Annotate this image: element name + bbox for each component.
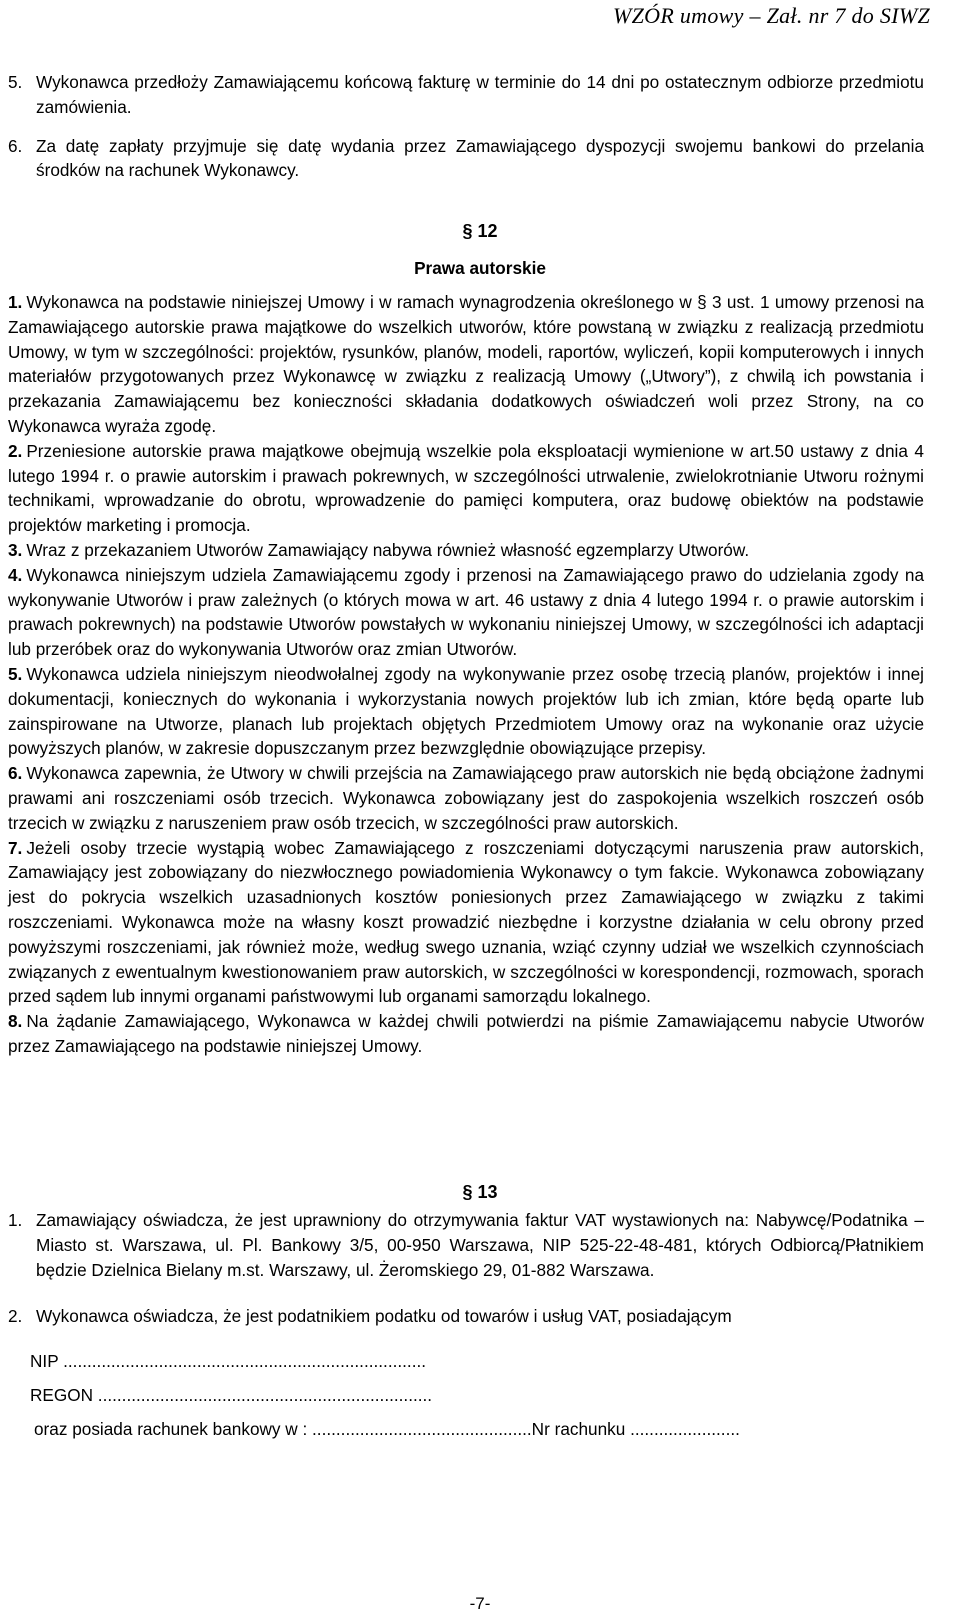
list-item — [8, 1304, 924, 1329]
item-number: 2. — [8, 1306, 23, 1327]
bank-account-field: oraz posiada rachunek bankowy w : ..............................................Nr rachunku ....................... — [34, 1419, 740, 1439]
list-item — [8, 1009, 924, 1059]
document-header: WZÓR umowy – Zał. nr 7 do SIWZ — [612, 3, 930, 28]
item-text: Wraz z przekazaniem Utworów Zamawiający nabywa również własność egzemplarzy Utworów. — [26, 539, 750, 560]
list-item — [8, 439, 924, 538]
item-text: Wykonawca oświadcza, że jest podatnikiem podatku od towarów i usług VAT, posiadającym — [36, 1306, 732, 1327]
list-item — [8, 70, 924, 120]
item-text: Wykonawca udziela niniejszym nieodwołalnej zgody na wykonywanie przez osobę trzecią planów, projektów i innej dokumentacji, koniecznych do wykonania i wykorzystania nowych projektów lub ich zmian, które będą oparte lub zainspirowane na Utworze, planach lub projektach objętych Przedmiotem Umowy oraz na wykonanie oraz użycie powyższych planów, w zakresie dopuszczanym przez bezwzględnie obowiązujące przepisy. — [8, 663, 924, 759]
list-item — [8, 1208, 924, 1282]
item-text: Wykonawca zapewnia, że Utwory w chwili przejścia na Zamawiającego praw autorskich nie będą obciążone żadnymi prawami ani roszczeniami osób trzecich. Wykonawca zobowiązany jest do zaspokojenia wszelkich roszczeń osób trzecich w związku z naruszeniem praw osób trzecich, w szczególności praw autorskich. — [8, 763, 924, 833]
item-number: 4. — [8, 564, 23, 585]
list-item — [8, 563, 924, 662]
item-text: Za datę zapłaty przyjmuje się datę wydania przez Zamawiającego dyspozycji swojemu bankowi do przelania środków na rachunek Wykonawcy. — [36, 135, 924, 181]
list-item — [8, 290, 924, 439]
section-12-title: Prawa autorskie — [414, 258, 546, 278]
item-text: Jeżeli osoby trzecie wystąpią wobec Zamawiającego z roszczeniami dotyczącymi naruszenia praw autorskich, Zamawiający jest zobowiązany do niezwłocznego powiadomienia Wykonawcy o tym fakcie. Wykonawca zobowiązany jest do pokrycia wszelkich uzasadnionych kosztów poniesionych przez Zamawiającego w związku z takimi roszczeniami. Wykonawca może na własny koszt prowadzić niezbędne i korzystne działania w celu obrony przed powyższymi roszczeniami, jak również może, według swego uznania, wziąć czynny udział we wszelkich czynnościach związanych z ewentualnym kwestionowaniem praw autorskich, w szczególności w korespondencji, rozmowach, sporach przed sądem lub innymi organami państwowymi lub organami samorządu lokalnego. — [8, 837, 924, 1007]
list-item — [8, 538, 924, 563]
item-text: Wykonawca przedłoży Zamawiającemu końcową fakturę w terminie do 14 dni po ostatecznym odbiorze przedmiotu zamówienia. — [36, 72, 924, 117]
regon-field: REGON ...................................................................... — [30, 1385, 433, 1405]
page-number: -7- — [469, 1594, 491, 1613]
item-number: 7. — [8, 837, 23, 858]
list-item — [8, 836, 924, 1010]
item-number: 8. — [8, 1011, 23, 1032]
section-13-heading: § 13 — [462, 1182, 498, 1202]
section-12-heading: § 12 — [462, 221, 498, 241]
item-number: 5. — [8, 663, 23, 684]
item-number: 5. — [8, 72, 23, 92]
item-number: 2. — [8, 440, 23, 461]
list-item — [8, 662, 924, 761]
list-item — [8, 134, 924, 184]
item-number: 6. — [8, 135, 23, 156]
section-12-items — [8, 290, 924, 1059]
item-text: Wykonawca na podstawie niniejszej Umowy i w ramach wynagrodzenia określonego w § 3 ust. 1 umowy przenosi na Zamawiającego autorskie prawa majątkowe do wszelkich utworów, które powstaną w związku z realizacją przedmiotu Umowy, w tym w szczególności: projektów, rysunków, planów, modeli, raportów, wyliczeń, kopii komputerowych i innych materiałów przygotowanych przez Wykonawcę w związku z realizacją Umowy („Utwory”), z chwilą ich powstania i przekazania Zamawiającemu bez konieczności składania dodatkowych oświadczeń woli przez Strony, na co Wykonawca wyraża zgodę. — [8, 292, 924, 436]
list-item — [8, 761, 924, 835]
nip-field: NIP ............................................................................ — [30, 1351, 427, 1371]
item-number: 1. — [8, 1210, 23, 1230]
item-text: Wykonawca niniejszym udziela Zamawiającemu zgody i przenosi na Zamawiającego prawo do udzielania zgody na wykonywanie Utworów i praw zależnych (o których mowa w art. 46 ustawy z dnia 4 lutego 1994 r. o prawie autorskim i prawach pokrewnych) na podstawie Utworów powstałych w wykonaniu niniejszej Umowy, w szczególności ich adaptacji lub przeróbek oraz do wykonywania Utworów oraz zmian Utworów. — [8, 564, 924, 660]
item-text: Zamawiający oświadcza, że jest uprawniony do otrzymywania faktur VAT wystawionych na: Nabywcę/Podatnika – Miasto st. Warszawa, ul. Pl. Bankowy 3/5, 00-950 Warszawa, NIP 525-22-48-481, których Odbiorcą/Płatnikiem będzie Dzielnica Bielany m.st. Warszawy, ul. Żeromskiego 29, 01-882 Warszawa. — [36, 1210, 924, 1280]
top-items — [8, 70, 924, 183]
item-number: 1. — [8, 292, 23, 312]
section-13-items — [8, 1208, 924, 1329]
item-number: 3. — [8, 539, 23, 560]
item-number: 6. — [8, 763, 23, 784]
item-text: Przeniesione autorskie prawa majątkowe obejmują wszelkie pola eksploatacji wymienione w art.50 ustawy z dnia 4 lutego 1994 r. o prawie autorskim i prawach pokrewnych, w szczególności utrwalenie, zwielokrotnianie Utworu rożnymi technikami, wprowadzanie do obrotu, wprowadzenie do pamięci komputera, oraz budowę obiektów na podstawie projektów marketing i promocja. — [8, 440, 924, 536]
item-text: Na żądanie Zamawiającego, Wykonawca w każdej chwili potwierdzi na piśmie Zamawiającemu nabycie Utworów przez Zamawiającego na podstawie niniejszej Umowy. — [8, 1011, 924, 1056]
